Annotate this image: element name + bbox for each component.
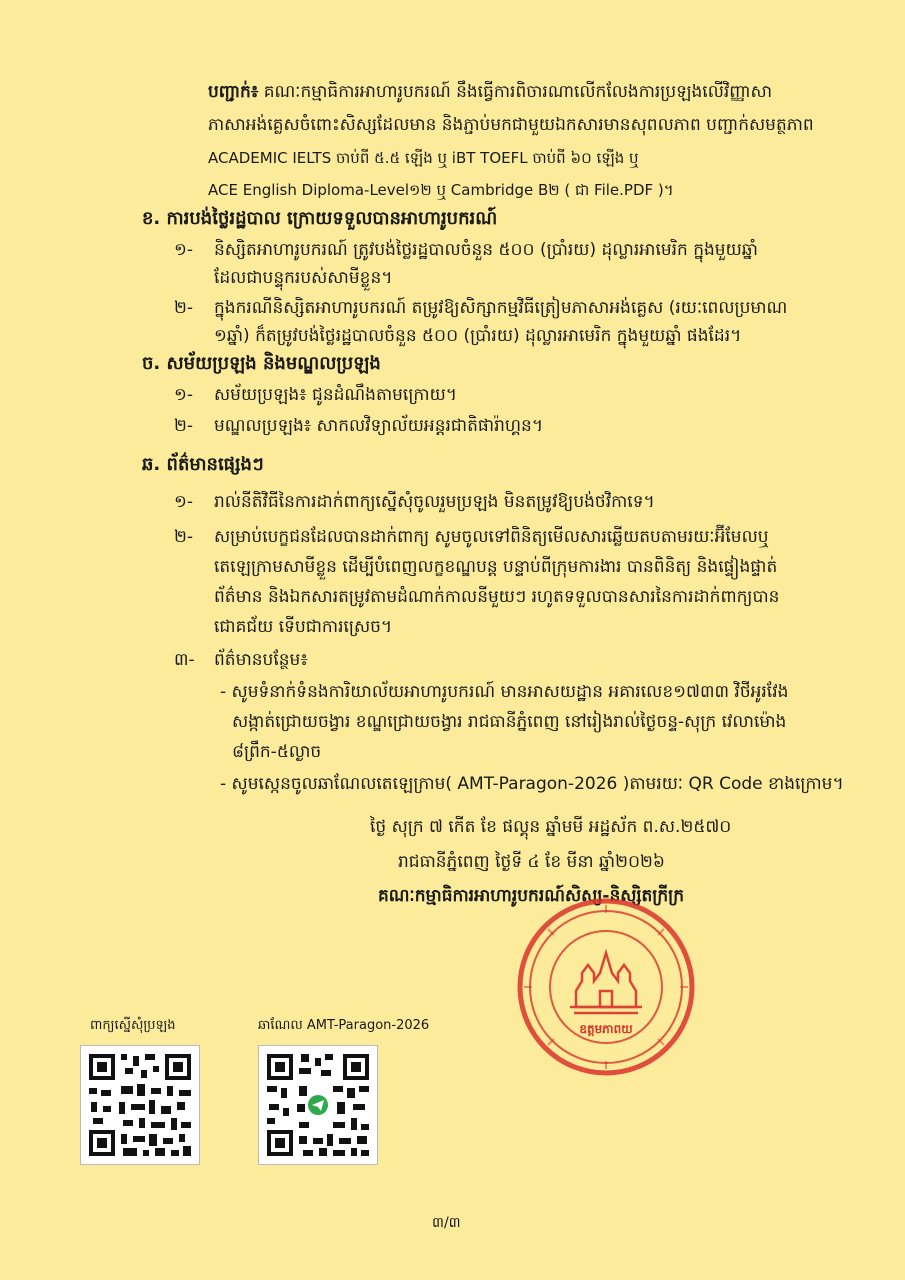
telegram-channel-qr-code[interactable] [258,1045,378,1165]
form-qr-caption: ពាក្យស្នើសុំប្រឡង [90,1018,176,1033]
section-chh-item-2 [174,525,769,549]
section-ch-item-1 [174,383,457,407]
no-fee-text: រាល់នីតិវិធីនៃការដាក់ពាក្យស្នើសុំចូលរួមប្រឡង មិនតម្រូវឱ្យបង់ថវិកាទេ។ [214,492,655,512]
section-chh-item-3 [174,648,308,672]
more-info-title: ព័ត៌មានបន្ថែម៖ [214,650,308,670]
item-number: ១- [174,240,194,260]
note-line-4: ACE English Diploma-Level១២ ឬ Cambridge B២ ( ជា File.PDF )។ [208,181,674,199]
section-ch-title: ច. សម័យប្រឡង និងមណ្ឌលប្រឡង [142,353,381,374]
section-kh-item-1-line-1: និស្សិតអាហារូបករណ៍ ត្រូវបង់ថ្លៃរដ្ឋបាលចំនួន ៥០០ (ប្រាំរយ) ដុល្លារអាមេរិក ក្នុងមួយឆ្នាំ [214,240,758,260]
section-chh-item-2-line-2: តេឡេក្រាមសាមីខ្លួន ដើម្បីបំពេញលក្ខខណ្ឌបន្ត បន្ទាប់ពីក្រុមការងារ បានពិនិត្យ និងផ្ទៀងផ្ទាត់ [214,557,778,577]
item-number: ២- [174,416,194,436]
page-number: ៣/៣ [432,1215,461,1231]
qr-code-icon [81,1046,199,1164]
section-kh-title: ខ. ការបង់ថ្លៃរដ្ឋបាល ក្រោយទទួលបានអាហារូបករណ៍ [142,208,498,229]
section-kh-item-2 [174,296,787,320]
section-kh-item-1 [174,238,758,262]
bullet-1-line-2: សង្កាត់ជ្រោយចង្វារ ខណ្ឌជ្រោយចង្វារ រាជធានីភ្នំពេញ នៅរៀងរាល់ថ្ងៃចន្ទ-សុក្រ វេលាម៉ោង [232,712,787,732]
exam-session-text: សម័យប្រឡង៖ ជូនដំណឹងតាមក្រោយ។ [214,385,457,405]
item-number: ១- [174,385,194,405]
item-number: ១- [174,492,194,512]
channel-qr-caption: ឆាណែល AMT-Paragon-2026 [258,1018,430,1033]
section-chh-item-1 [174,490,655,514]
section-ch-item-2 [174,414,543,438]
section-kh-item-2-line-1: ក្នុងករណីនិស្សិតអាហារូបករណ៍ តម្រូវឱ្យសិក្សាកម្មវិធីត្រៀមភាសាអង់គ្លេស (រយៈពេលប្រមាណ [214,298,788,318]
section-chh-item-2-line-3: ព័ត៌មាន និងឯកសារតម្រូវតាមដំណាក់កាលនីមួយៗ រហូតទទួលបានសារនៃការដាក់ពាក្យបាន [214,587,780,607]
official-seal-icon [514,895,699,1080]
section-kh-item-2-line-2: ១ឆ្នាំ) ក៏តម្រូវបង់ថ្លៃរដ្ឋបាលចំនួន ៥០០ (ប្រាំរយ) ដុល្លារអាមេរិក ក្នុងមួយឆ្នាំ ផងដែរ។ [214,326,742,346]
solar-date: រាជធានីភ្នំពេញ ថ្ងៃទី ៤ ខែ មីនា ឆ្នាំ២០២៦ [398,852,665,872]
item-number: ២- [174,298,194,318]
application-form-qr-code[interactable] [80,1045,200,1165]
note-line-3: ACADEMIC IELTS ចាប់ពី ៥.៥ ឡើង ឬ iBT TOEFL ចាប់ពី ៦០ ឡើង ឬ [208,149,639,167]
bullet-2: - សូមស្កេនចូលឆាណែលតេឡេក្រាម( AMT-Paragon-2026 )តាមរយៈ QR Code ខាងក្រោម។ [220,774,844,794]
section-kh-item-1-line-2: ដែលជាបន្ទុករបស់សាមីខ្លួន។ [214,268,393,288]
section-chh-title: ឆ. ព័ត៌មានផ្សេងៗ [142,454,264,475]
section-chh-item-2-line-4: ជោគជ័យ ទើបជាការស្រេច។ [214,617,393,637]
note-line-2: ភាសាអង់គ្លេសចំពោះសិស្សដែលមាន និងភ្ជាប់មកជាមួយឯកសារមានសុពលភាព បញ្ជាក់សមត្ថភាព [208,115,814,135]
bullet-1-line-3: ៨ព្រឹក-៥ល្ងាច [232,742,322,762]
item-number: ៣- [174,650,195,670]
note-text-1: គណៈកម្មាធិការអាហារូបករណ៍ នឹងធ្វើការពិចារណាលើកលែងការប្រឡងលើវិញ្ញាសា [263,82,773,102]
note-label: បញ្ជាក់៖ [208,82,259,102]
note-line-1 [208,80,772,104]
qr-code-icon [259,1046,377,1164]
bullet-1-line-1: - សូមទំនាក់ទំនងការិយាល័យអាហារូបករណ៍ មានអាសយដ្ឋាន អគារលេខ១៧៣៣ វិថីអូរវែង [220,682,789,702]
exam-center-text: មណ្ឌលប្រឡង៖ សាកលវិទ្យាល័យអន្តរជាតិផារ៉ាហ្គន។ [214,416,544,436]
signatory-name: គណៈកម្មាធិការអាហារូបករណ៍សិស្ស-និស្សិតក្រីក្រ [378,886,685,906]
seal-text: ឧត្តមភាពយ [579,1022,633,1036]
item-number: ២- [174,527,194,547]
section-chh-item-2-line-1: សម្រាប់បេក្ខជនដែលបានដាក់ពាក្យ សូមចូលទៅពិនិត្យមើលសារឆ្លើយតបតាមរយៈអ៊ីមែលឬ [214,527,769,547]
lunar-date: ថ្ងៃ សុក្រ ៧ កើត ខែ ផល្គុន ឆ្នាំមមី អដ្ឋស័ក ព.ស.២៥៧០ [370,817,732,837]
